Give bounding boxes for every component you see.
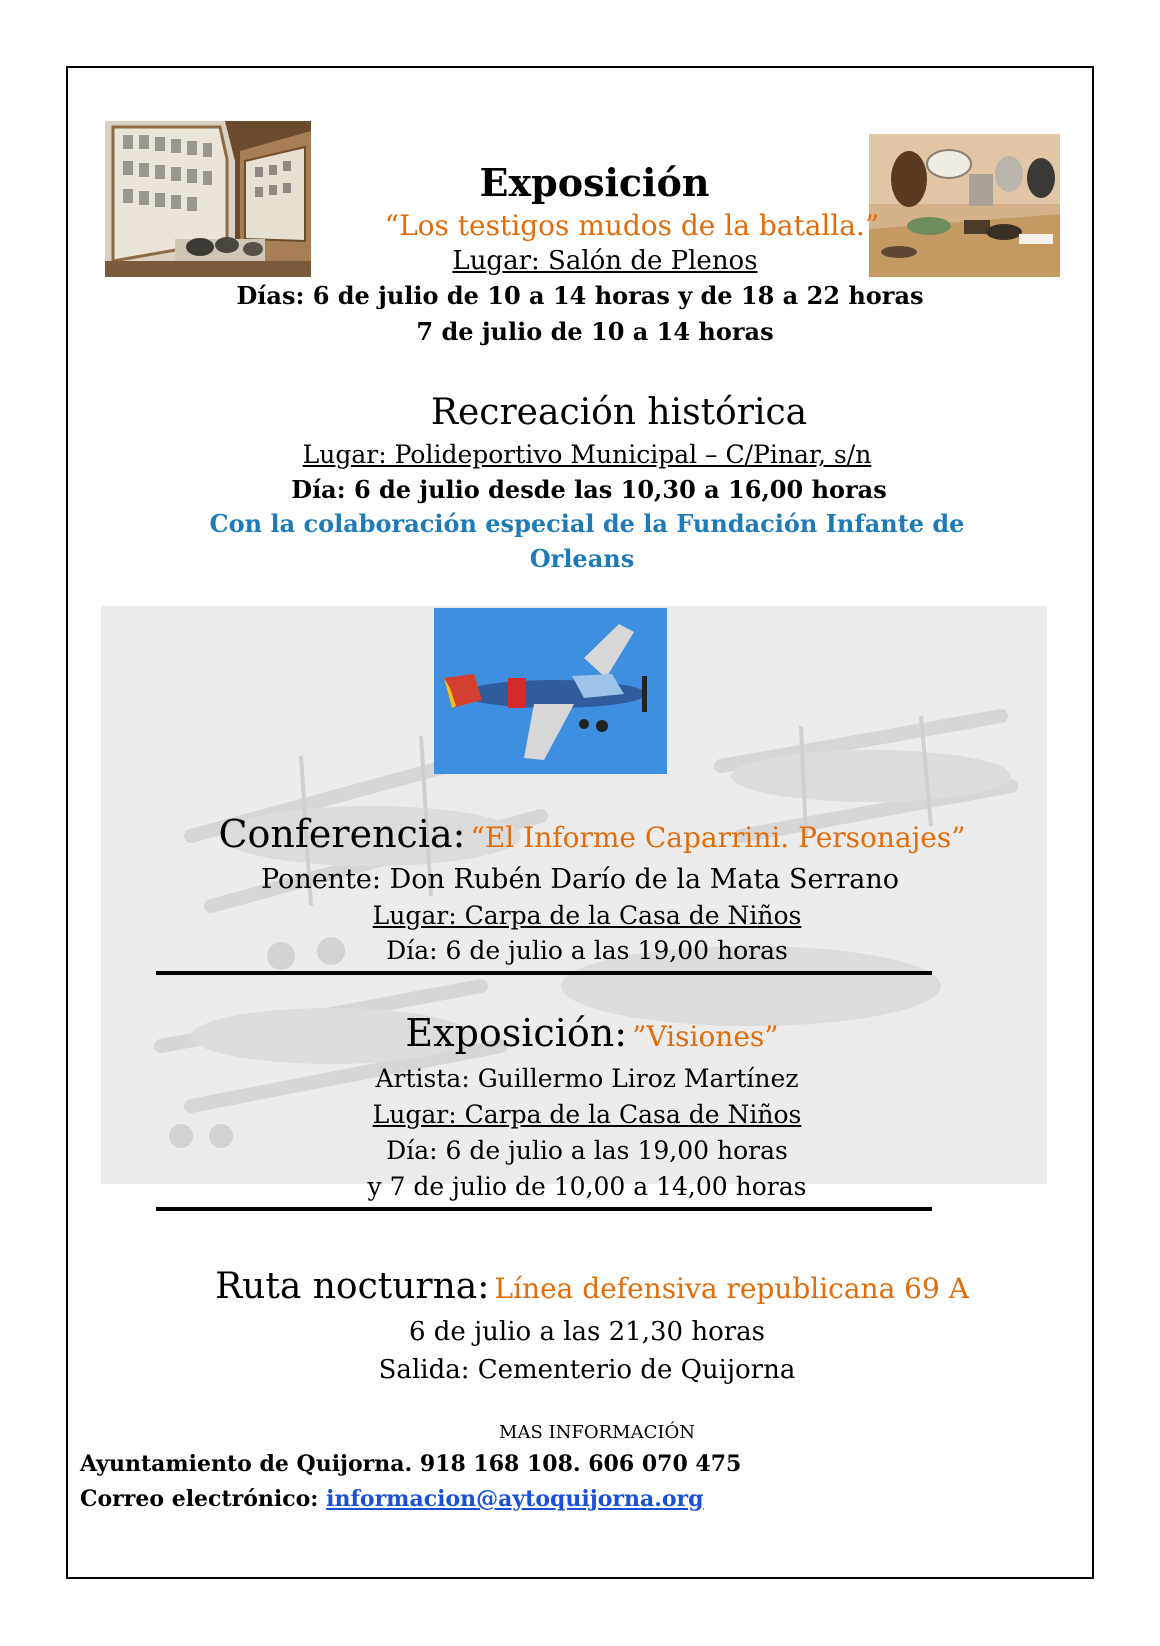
conferencia-ponente: Ponente: Don Rubén Darío de la Mata Serrano — [260, 864, 899, 895]
expo2-title: ”Visiones” — [632, 1020, 779, 1053]
recreacion-colab-line2: Orleans — [529, 544, 635, 573]
divider-1 — [156, 971, 932, 975]
conferencia-lugar: Lugar: Carpa de la Casa de Niños — [372, 901, 802, 930]
plane-photo — [434, 608, 667, 774]
expo1-lugar: Lugar: Salón de Plenos — [452, 246, 758, 276]
expo2-dia: Día: 6 de julio a las 19,00 horas — [386, 1136, 788, 1165]
recreacion-title: Recreación histórica — [430, 392, 808, 433]
conferencia-dia: Día: 6 de julio a las 19,00 horas — [386, 936, 788, 965]
ruta-salida: Salida: Cementerio de Quijorna — [378, 1355, 796, 1385]
info-correo — [80, 1486, 704, 1512]
conferencia-heading — [0, 812, 1160, 856]
info-correo-label: Correo electrónico: — [80, 1486, 319, 1512]
recreacion-dia: Día: 6 de julio desde las 10,30 a 16,00 horas — [291, 475, 887, 504]
divider-2 — [156, 1207, 932, 1211]
info-heading: MAS INFORMACIÓN — [499, 1422, 695, 1443]
expo2-lugar: Lugar: Carpa de la Casa de Niños — [372, 1100, 802, 1129]
ruta-fecha: 6 de julio a las 21,30 horas — [408, 1317, 765, 1347]
recreacion-colab-line1: Con la colaboración especial de la Fundación Infante de — [209, 509, 965, 538]
expo2-label: Exposición: — [405, 1011, 628, 1055]
ruta-heading — [0, 1266, 1160, 1307]
recreacion-lugar: Lugar: Polideportivo Municipal – C/Pinar, s/n — [302, 440, 872, 469]
expo2-heading — [0, 1011, 1160, 1055]
expo1-dias: Días: 6 de julio de 10 a 14 horas y de 18 a 22 horas — [236, 281, 924, 310]
ruta-label: Ruta nocturna: — [215, 1266, 490, 1307]
expo1-title: Exposición — [479, 160, 710, 205]
ruta-title: Línea defensiva republicana 69 A — [494, 1272, 969, 1305]
conferencia-title: “El Informe Caparrini. Personajes” — [470, 821, 966, 854]
expo1-dias2: 7 de julio de 10 a 14 horas — [416, 317, 774, 346]
conferencia-label: Conferencia: — [218, 812, 466, 856]
info-ayuntamiento: Ayuntamiento de Quijorna. 918 168 108. 606 070 475 — [80, 1451, 742, 1477]
email-link[interactable]: informacion@aytoquijorna.org — [326, 1486, 704, 1512]
expo2-dia2: y 7 de julio de 10,00 a 14,00 horas — [367, 1172, 807, 1201]
expo2-artista: Artista: Guillermo Liroz Martínez — [375, 1064, 799, 1093]
expo1-subtitle: “Los testigos mudos de la batalla.” — [384, 209, 880, 242]
